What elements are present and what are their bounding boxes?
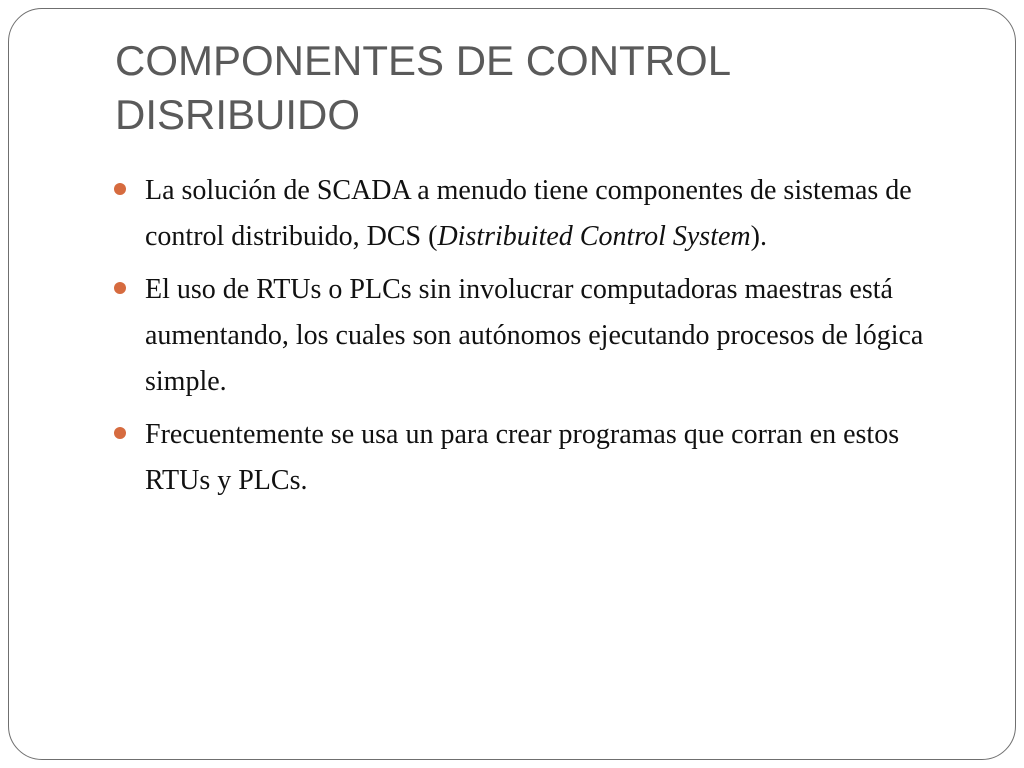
bullet-item-2	[112, 267, 932, 405]
bullet-item-1	[112, 168, 932, 260]
slide-title	[115, 34, 935, 142]
bullet-1-text: La solución de SCADA a menudo tiene componentes de sistemas de control distribuido, DCS (	[145, 175, 912, 252]
bullet-1-text-end: ).	[750, 221, 767, 252]
bullet-dot-icon	[114, 183, 126, 195]
bullet-item-3	[112, 412, 932, 504]
bullet-2-text: El uso de RTUs o PLCs sin involucrar computadoras maestras está aumentando, los cuales son autónomos ejecutando procesos de lógica simple.	[145, 274, 924, 397]
slide-title-line-2: DISRIBUIDO	[115, 91, 361, 138]
bullet-dot-icon	[114, 427, 126, 439]
bullet-3-text: Frecuentemente se usa un para crear programas que corran en estos RTUs y PLCs.	[145, 419, 900, 496]
bullet-list	[112, 168, 932, 511]
bullet-dot-icon	[114, 282, 126, 294]
slide-title-line-1: COMPONENTES DE CONTROL	[115, 37, 732, 84]
bullet-1-italic: Distribuited Control System	[437, 221, 751, 252]
